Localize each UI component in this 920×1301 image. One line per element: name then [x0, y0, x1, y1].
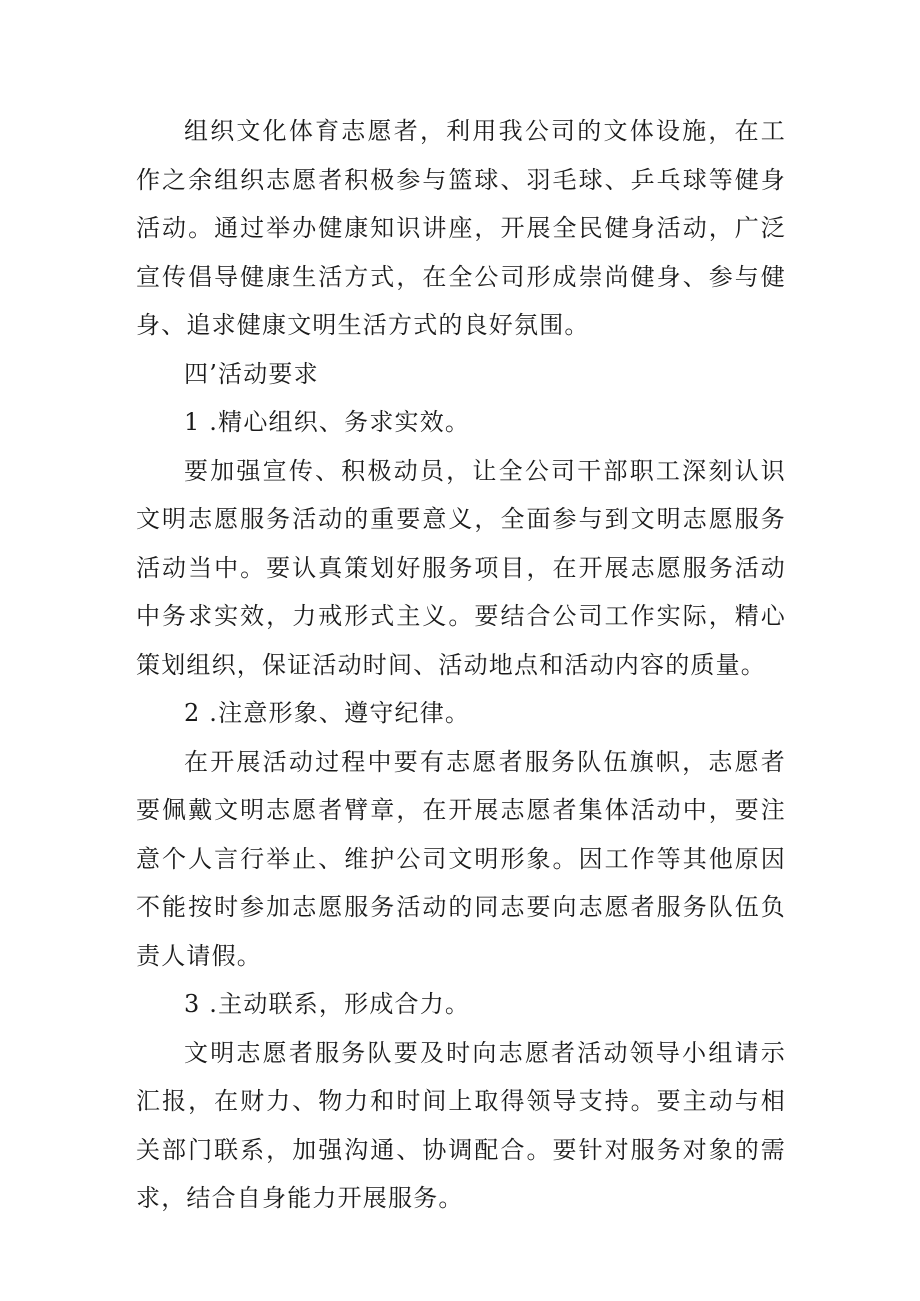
document-body [136, 107, 786, 1223]
subheading-image-discipline: 2 .注意形象、遵守纪律。 [184, 699, 471, 727]
subheading-organize-carefully: 1 .精心组织、务求实效。 [184, 408, 471, 436]
section-heading-activity-requirements: 四’活动要求 [184, 359, 319, 388]
paragraph-culture-sports: 组织文化体育志愿者，利用我公司的文体设施，在工作之余组织志愿者积极参与篮球、羽毛球、乒乓球等健身活动。通过举办健康知识讲座，开展全民健身活动，广泛宣传倡导健康生活方式，在全公司形成崇尚健身、参与健身、追求健康文明生活方式的良好氛围。 [136, 117, 786, 339]
paragraph-image-discipline: 在开展活动过程中要有志愿者服务队伍旗帜，志愿者要佩戴文明志愿者臂章，在开展志愿者集体活动中，要注意个人言行举止、维护公司文明形象。因工作等其他原因不能按时参加志愿服务活动的同志要向志愿者服务队伍负责人请假。 [136, 747, 786, 970]
subheading-active-contact: 3 .主动联系，形成合力。 [184, 990, 471, 1018]
paragraph-organize-carefully: 要加强宣传、积极动员，让全公司干部职工深刻认识文明志愿服务活动的重要意义，全面参与到文明志愿服务活动当中。要认真策划好服务项目，在开展志愿服务活动中务求实效，力戒形式主义。要结合公司工作实际，精心策划组织，保证活动时间、活动地点和活动内容的质量。 [136, 456, 786, 679]
paragraph-active-contact: 文明志愿者服务队要及时向志愿者活动领导小组请示汇报，在财力、物力和时间上取得领导支持。要主动与相关部门联系，加强沟通、协调配合。要针对服务对象的需求，结合自身能力开展服务。 [136, 1038, 786, 1212]
